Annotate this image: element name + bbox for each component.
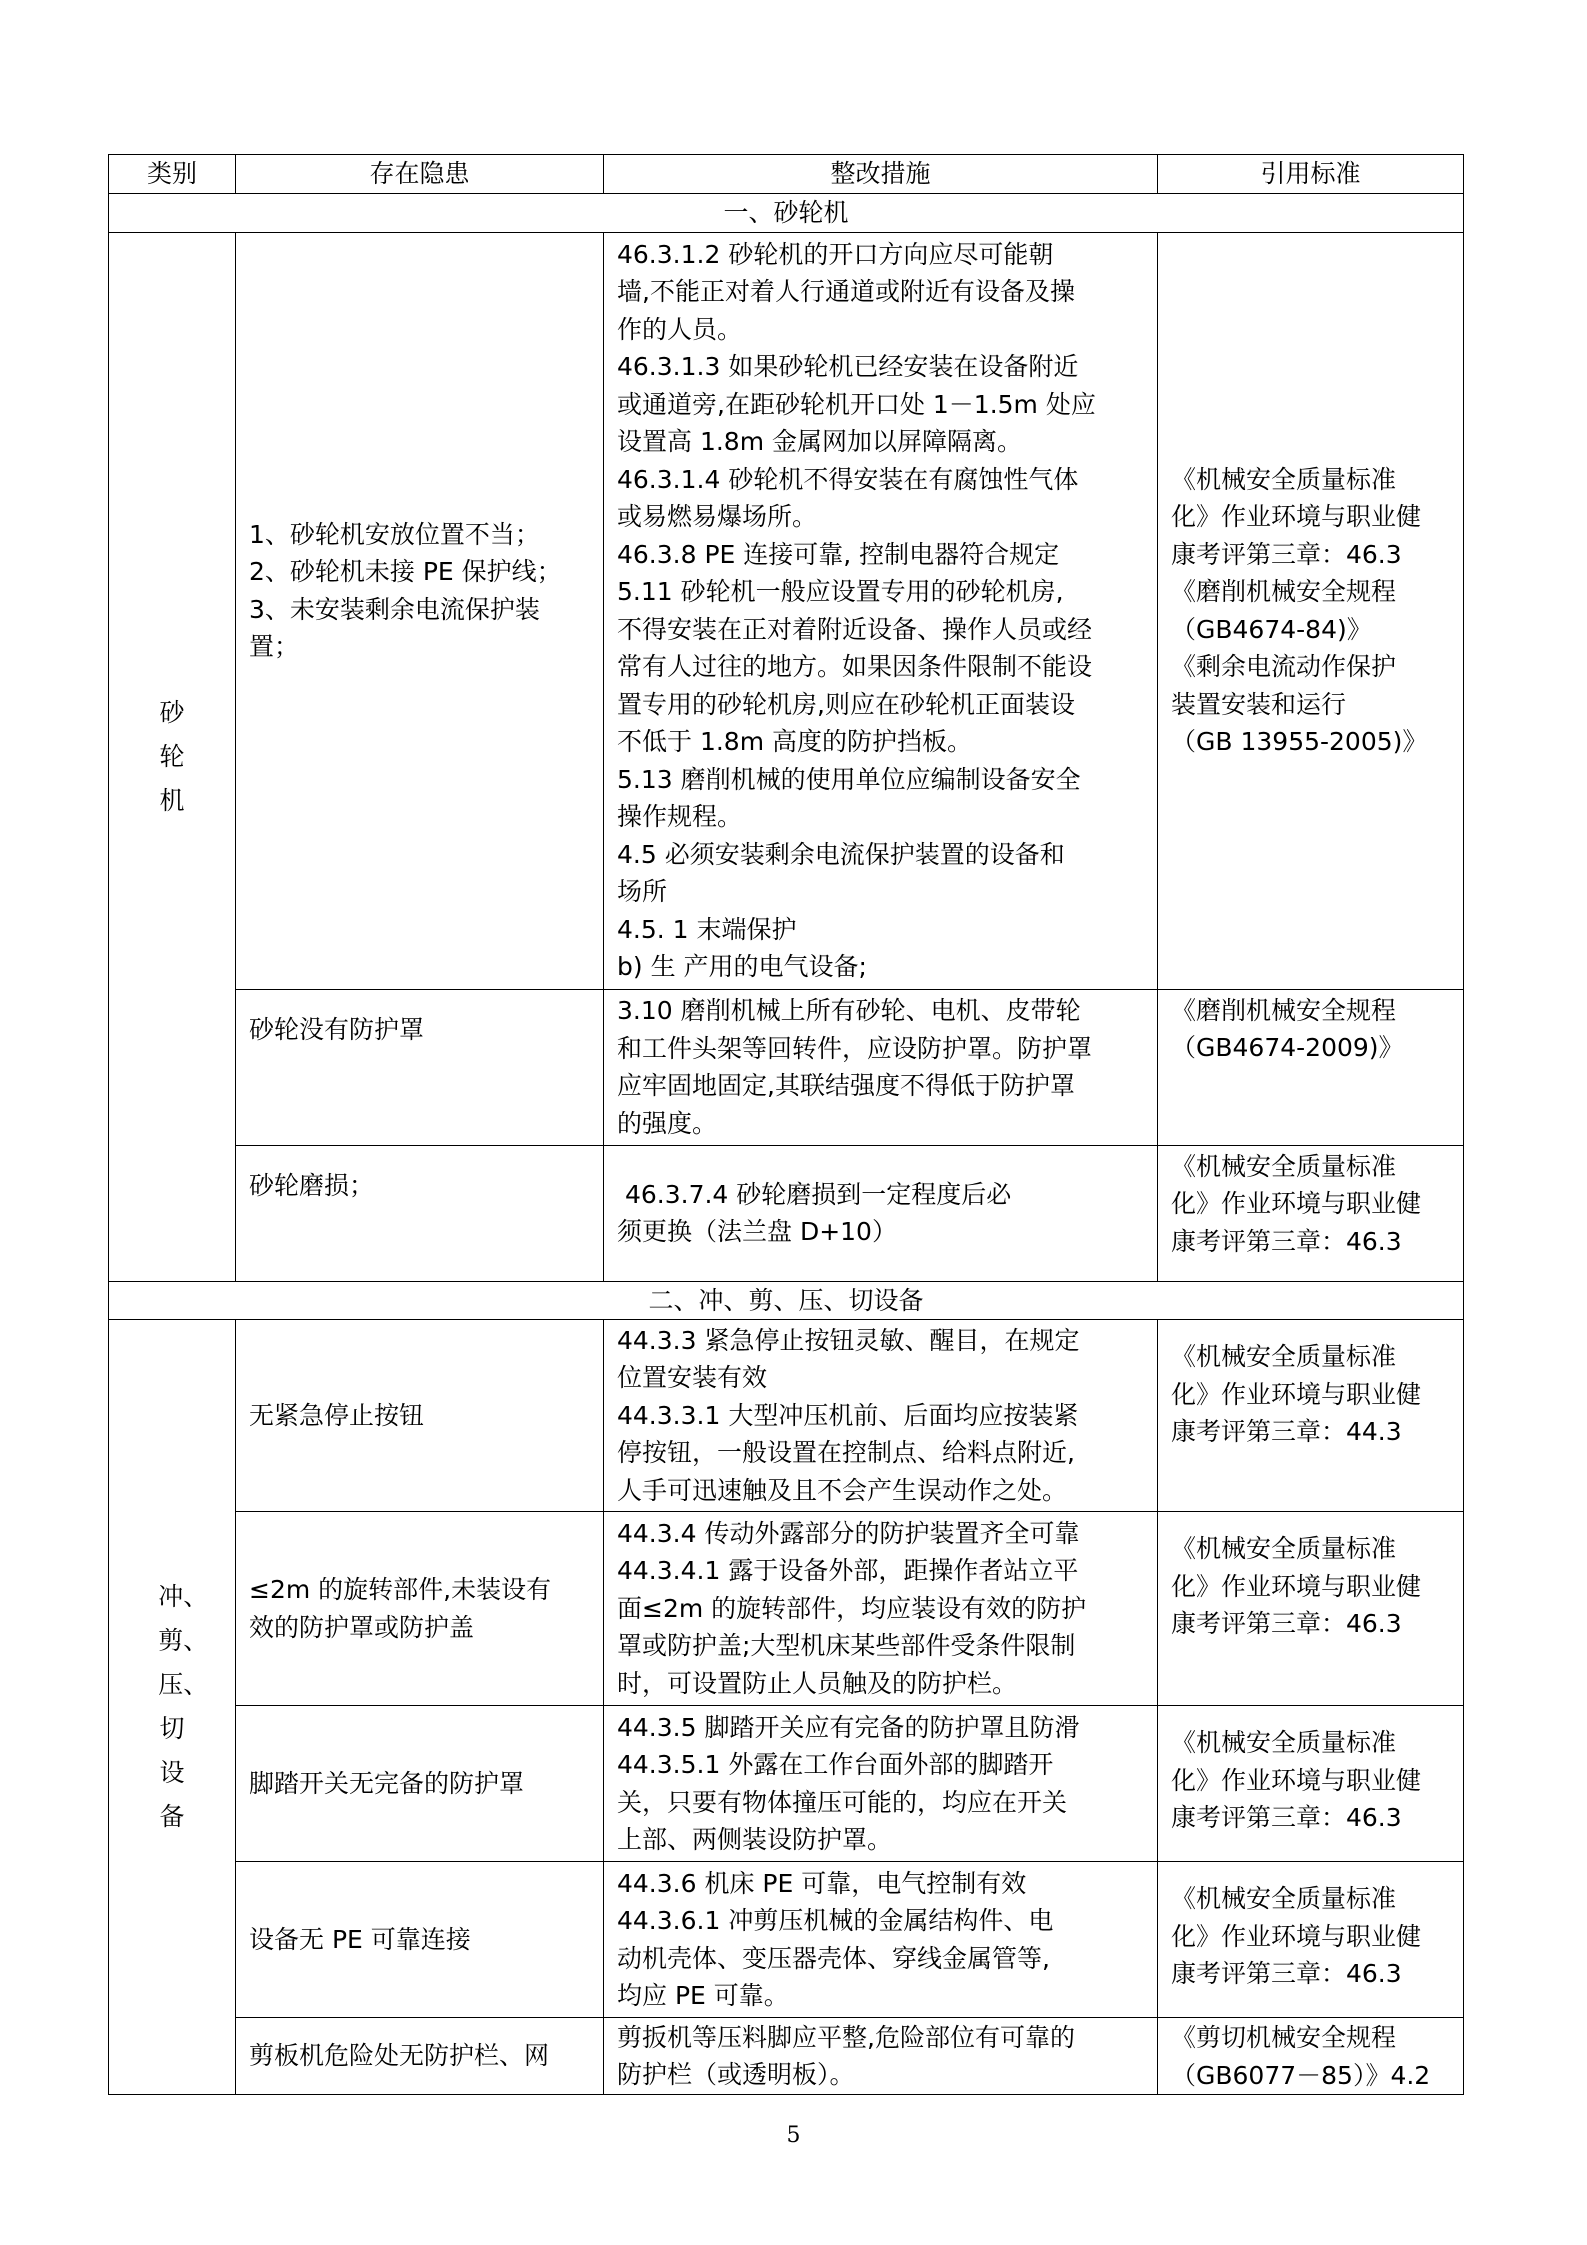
measure-line: 不得安装在正对着附近设备、操作人员或经 [617, 614, 1093, 644]
header-measure: 整改措施 [604, 155, 1158, 194]
measure-line: 剪扳机等压料脚应平整,危险部位有可靠的 [617, 2022, 1075, 2052]
measure-line: 上部、两侧装设防护罩。 [617, 1825, 893, 1854]
measure-line: 46.3.8 PE 连接可靠, 控制电器符合规定 [617, 539, 1060, 569]
hazard-line: 脚踏开关无完备的防护罩 [249, 1768, 525, 1798]
measure-line: 防护栏（或透明板）。 [617, 2060, 855, 2089]
standard-line: 装置安装和运行 [1171, 689, 1347, 719]
category-cell [109, 1320, 236, 2095]
section-title: 二、冲、剪、压、切设备 [109, 1281, 1464, 1320]
hazard-cell [236, 2018, 604, 2095]
measure-line: 人手可迅速触及且不会产生误动作之处。 [617, 1475, 1068, 1505]
hazard-line: 2、砂轮机未接 PE 保护线； [249, 557, 562, 586]
hazard-line: 剪板机危险处无防护栏、网 [249, 2041, 550, 2071]
standard-line: 康考评第三章：46.3 [1171, 1959, 1402, 1988]
measure-line: 面≤2m 的旋转部件，均应装设有效的防护 [617, 1593, 1087, 1623]
standard-line: 康考评第三章：44.3 [1171, 1417, 1402, 1446]
standard-line: （GB4674-2009)》 [1171, 1033, 1404, 1062]
category-cell [109, 232, 236, 1281]
standard-line: （GB6077－85）》4.2 [1171, 2060, 1431, 2090]
measure-line: b) 生 产用的电气设备; [617, 952, 867, 981]
standard-line: 《机械安全质量标准 [1171, 1728, 1397, 1757]
standard-cell [1158, 1862, 1464, 2018]
header-standard: 引用标准 [1158, 155, 1464, 194]
measure-line: 动机壳体、变压器壳体、穿线金属管等, [617, 1943, 1050, 1973]
standard-line: （GB 13955-2005)》 [1171, 727, 1428, 756]
standard-line: 《机械安全质量标准 [1171, 1342, 1397, 1371]
section-title-row [109, 1281, 1464, 1320]
measure-line: 应牢固地固定,其联结强度不得低于防护罩 [617, 1071, 1075, 1100]
measure-line: 常有人过往的地方。如果因条件限制不能设 [617, 652, 1093, 681]
measure-line: 44.3.4.1 露于设备外部，距操作者站立平 [617, 1556, 1079, 1586]
measure-line: 作的人员。 [617, 314, 743, 344]
measure-cell [604, 232, 1158, 989]
measure-line: 时，可设置防止人员触及的防护栏。 [617, 1668, 1018, 1698]
measure-line: 场所 [617, 877, 668, 906]
measure-line: 44.3.6.1 冲剪压机械的金属结构件、电 [617, 1906, 1054, 1935]
measure-line: 46.3.7.4 砂轮磨损到一定程度后必 [617, 1179, 1012, 1209]
measure-line: 44.3.3.1 大型冲压机前、后面均应按装紧 [617, 1400, 1079, 1430]
table-row [109, 1706, 1464, 1862]
standard-line: 《机械安全质量标准 [1171, 1151, 1397, 1181]
measure-line: 或通道旁,在距砂轮机开口处 1－1.5m 处应 [617, 389, 1096, 419]
standard-line: 康考评第三章：46.3 [1171, 539, 1402, 569]
measure-line: 罩或防护盖;大型机床某些部件受条件限制 [617, 1631, 1076, 1661]
hazard-line: 砂轮磨损； [249, 1170, 375, 1200]
measure-line: 置专用的砂轮机房,则应在砂轮机正面装设 [617, 689, 1075, 719]
section-title-row [109, 194, 1464, 233]
measure-line: 不低于 1.8m 高度的防护挡板。 [617, 727, 973, 756]
standard-line: 康考评第三章：46.3 [1171, 1609, 1402, 1638]
measure-line: 关，只要有物体撞压可能的，均应在开关 [617, 1787, 1068, 1817]
standard-line: 化》作业环境与职业健 [1171, 1765, 1422, 1795]
standard-cell [1158, 232, 1464, 989]
standard-line: （GB4674-84)》 [1171, 614, 1372, 644]
measure-line: 位置安装有效 [617, 1363, 768, 1393]
header-category: 类别 [109, 155, 236, 194]
table-row [109, 1145, 1464, 1281]
measure-line: 的强度。 [617, 1108, 718, 1138]
standard-line: 《机械安全质量标准 [1171, 1884, 1397, 1913]
hazard-cell [236, 1862, 604, 2018]
standard-line: 《机械安全质量标准 [1171, 1534, 1397, 1563]
measure-line: 均应 PE 可靠。 [617, 1981, 789, 2010]
hazard-line: 3、未安装剩余电流保护装 [249, 594, 540, 624]
measure-line: 设置高 1.8m 金属网加以屏障隔离。 [617, 427, 1023, 456]
table-row [109, 1512, 1464, 1706]
standard-cell [1158, 1512, 1464, 1706]
measure-line: 4.5 必须安装剩余电流保护装置的设备和 [617, 839, 1065, 869]
standard-line: 化》作业环境与职业健 [1171, 1571, 1422, 1601]
measure-line: 停按钮，一般设置在控制点、给料点附近, [617, 1438, 1075, 1468]
measure-line: 或易燃易爆场所。 [617, 502, 818, 531]
standard-line: 《机械安全质量标准 [1171, 464, 1397, 494]
table-row [109, 989, 1464, 1145]
measure-cell [604, 1320, 1158, 1512]
standard-line: 化》作业环境与职业健 [1171, 1189, 1422, 1218]
measure-line: 4.5. 1 末端保护 [617, 914, 797, 944]
measure-cell [604, 1706, 1158, 1862]
measure-cell [604, 1145, 1158, 1281]
category-label: 冲、剪、压、切设备 [158, 1582, 209, 1831]
hazard-line: 效的防护罩或防护盖 [249, 1612, 475, 1642]
measure-cell [604, 1512, 1158, 1706]
standard-line: 康考评第三章：46.3 [1171, 1226, 1402, 1256]
standard-cell [1158, 1145, 1464, 1281]
hazard-cell [236, 1512, 604, 1706]
measure-line: 44.3.5.1 外露在工作台面外部的脚踏开 [617, 1750, 1054, 1779]
hazard-line: 无紧急停止按钮 [249, 1400, 425, 1430]
hazard-line: 设备无 PE 可靠连接 [249, 1924, 471, 1954]
page-number: 5 [786, 2123, 801, 2148]
standard-cell [1158, 1706, 1464, 1862]
hazard-cell [236, 1145, 604, 1281]
measure-line: 5.13 磨削机械的使用单位应编制设备安全 [617, 764, 1081, 794]
measure-cell [604, 989, 1158, 1145]
measure-line: 和工件头架等回转件，应设防护罩。防护罩 [617, 1033, 1093, 1063]
measure-line: 44.3.4 传动外露部分的防护装置齐全可靠 [617, 1518, 1080, 1548]
standard-cell [1158, 1320, 1464, 1512]
hazard-cell [236, 1320, 604, 1512]
measure-cell [604, 2018, 1158, 2095]
standard-cell [1158, 2018, 1464, 2095]
measure-line: 须更换（法兰盘 D+10） [617, 1217, 897, 1246]
table-row [109, 232, 1464, 989]
hazard-cell [236, 232, 604, 989]
measure-line: 46.3.1.3 如果砂轮机已经安装在设备附近 [617, 352, 1079, 381]
standard-line: 《磨削机械安全规程 [1171, 577, 1397, 606]
hazard-line: 置； [249, 632, 300, 661]
standard-line: 《磨削机械安全规程 [1171, 995, 1397, 1025]
header-row [109, 155, 1464, 194]
standard-cell [1158, 989, 1464, 1145]
measure-line: 44.3.6 机床 PE 可靠，电气控制有效 [617, 1868, 1027, 1898]
measure-line: 44.3.3 紧急停止按钮灵敏、醒目，在规定 [617, 1325, 1080, 1355]
standard-line: 《剪切机械安全规程 [1171, 2023, 1397, 2052]
measure-line: 46.3.1.4 砂轮机不得安装在有腐蚀性气体 [617, 464, 1079, 494]
standard-line: 化》作业环境与职业健 [1171, 502, 1422, 531]
hazard-cell [236, 1706, 604, 1862]
hazard-line: ≤2m 的旋转部件,未装设有 [249, 1575, 552, 1604]
standard-line: 化》作业环境与职业健 [1171, 1921, 1422, 1951]
measure-cell [604, 1862, 1158, 2018]
table-row [109, 1862, 1464, 2018]
header-hazard: 存在隐患 [236, 155, 604, 194]
measure-line: 墙,不能正对着人行通道或附近有设备及操 [617, 277, 1075, 306]
table-row [109, 2018, 1464, 2095]
category-label: 砂轮机 [159, 697, 185, 815]
section-title: 一、砂轮机 [109, 194, 1464, 233]
measure-line: 3.10 磨削机械上所有砂轮、电机、皮带轮 [617, 996, 1081, 1025]
hazard-cell [236, 989, 604, 1145]
standard-line: 化》作业环境与职业健 [1171, 1379, 1422, 1409]
hazard-line: 1、砂轮机安放位置不当； [249, 519, 540, 549]
measure-line: 46.3.1.2 砂轮机的开口方向应尽可能朝 [617, 239, 1054, 269]
measure-line: 5.11 砂轮机一般应设置专用的砂轮机房, [617, 577, 1064, 606]
measure-line: 44.3.5 脚踏开关应有完备的防护罩且防滑 [617, 1712, 1080, 1742]
hazard-line: 砂轮没有防护罩 [249, 1014, 425, 1044]
table-row [109, 1320, 1464, 1512]
hazard-rectification-table [108, 154, 1464, 2095]
table-body [109, 194, 1464, 2095]
standard-line: 《剩余电流动作保护 [1171, 652, 1397, 681]
measure-line: 操作规程。 [617, 802, 743, 831]
standard-line: 康考评第三章：46.3 [1171, 1803, 1402, 1832]
